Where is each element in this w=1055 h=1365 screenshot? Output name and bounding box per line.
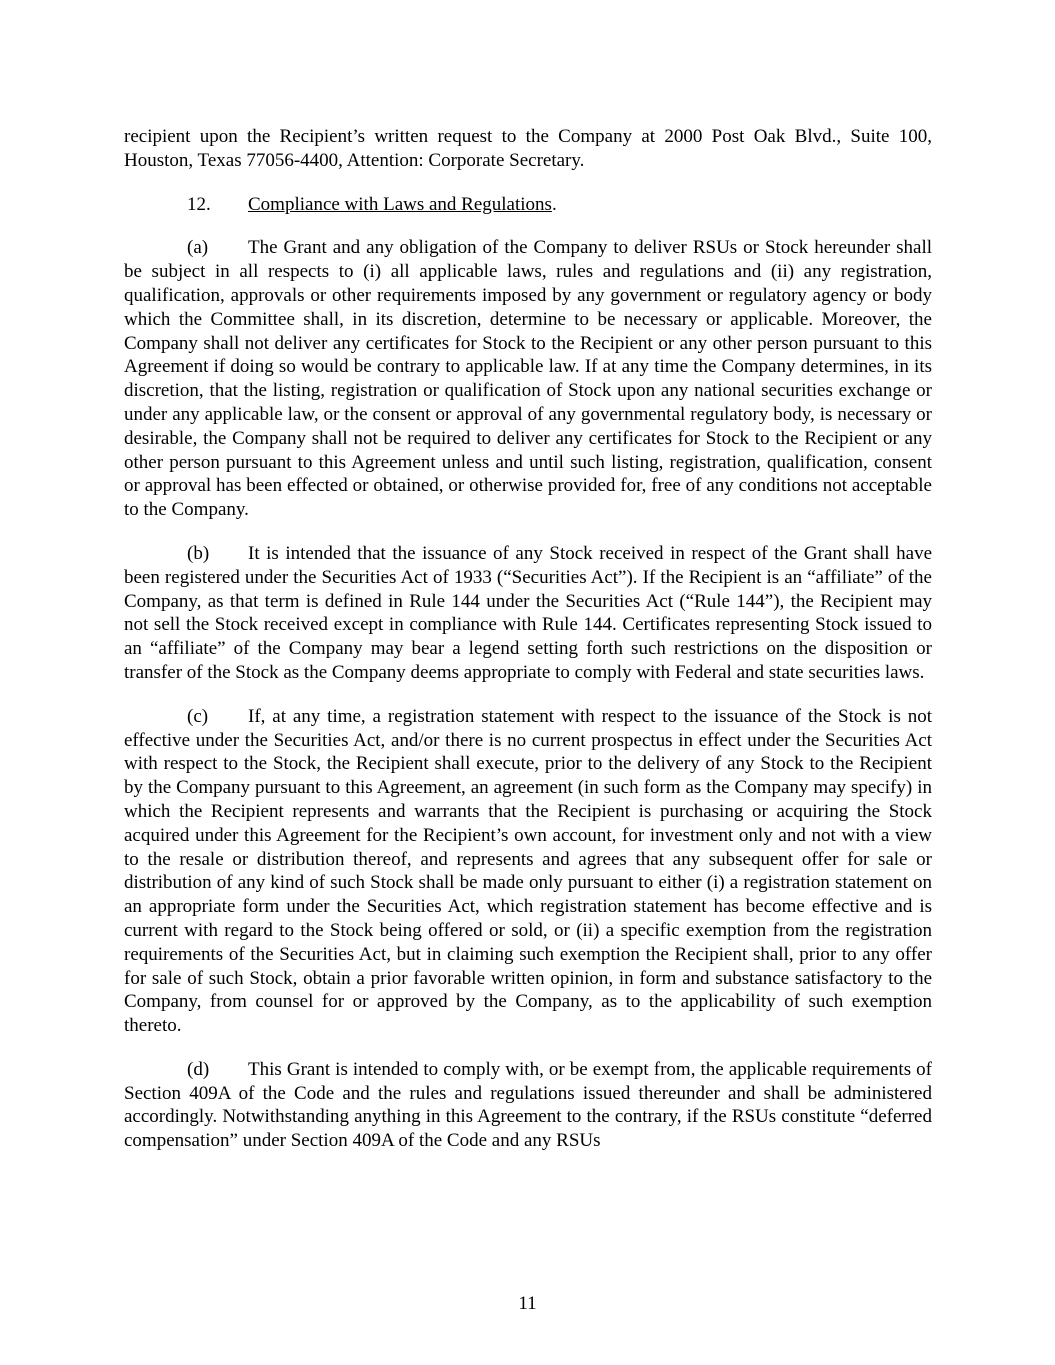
intro-paragraph: recipient upon the Recipient’s written request to the Company at 2000 Post Oak Blvd., Suite 100, Houston, Texas 77056-4400, Attention: Corporate Secretary. bbox=[124, 126, 932, 171]
paragraph-c-label: (c) bbox=[187, 705, 209, 727]
section-heading bbox=[124, 193, 932, 217]
paragraph-d-label: (d) bbox=[187, 1058, 210, 1080]
paragraph-d bbox=[124, 1058, 932, 1153]
paragraph-b-text: It is intended that the issuance of any Stock received in respect of the Grant shall have been registered under the Securities Act of 1933 (“Securities Act”). If the Recipient is an “affiliate” of the Company, as that term is defined in Rule 144 under the Securities Act (“Rule 144”), the Recipient may not sell the Stock received except in compliance with Rule 144. Certificates representing Stock issued to an “affiliate” of the Company may bear a legend setting forth such restrictions on the disposition or transfer of the Stock as the Company deems appropriate to comply with Federal and state securities laws. bbox=[124, 542, 932, 683]
paragraph-b-label: (b) bbox=[187, 542, 210, 564]
paragraph-d-text: This Grant is intended to comply with, or be exempt from, the applicable requirements of Section 409A of the Code and the rules and regulations issued thereunder and shall be administered accordingly. Notwithstanding anything in this Agreement to the contrary, if the RSUs constitute “deferred compensation” under Section 409A of the Code and any RSUs bbox=[124, 1058, 932, 1152]
paragraph-c-text: If, at any time, a registration statement with respect to the issuance of the Stock is not effective under the Securities Act, and/or there is no current prospectus in effect under the Securities Act with respect to the Stock, the Recipient shall execute, prior to the delivery of any Stock to the Recipient by the Company pursuant to this Agreement, an agreement (in such form as the Company may specify) in which the Recipient represents and warrants that the Recipient is purchasing or acquiring the Stock acquired under this Agreement for the Recipient’s own account, for investment only and not with a view to the resale or distribution thereof, and represents and agrees that any subsequent offer for sale or distribution of any kind of such Stock shall be made only pursuant to either (i) a registration statement on an appropriate form under the Securities Act, which registration statement has become effective and is current with regard to the Stock being offered or sold, or (ii) a specific exemption from the registration requirements of the Securities Act, but in claiming such exemption the Recipient shall, prior to any offer for sale of such Stock, obtain a prior favorable written opinion, in form and substance satisfactory to the Company, from counsel for or approved by the Company, as to the applicability of such exemption thereto. bbox=[124, 705, 932, 1037]
paragraph-c bbox=[124, 705, 932, 1038]
paragraph-a-label: (a) bbox=[187, 237, 209, 259]
section-number: 12. bbox=[187, 193, 211, 215]
paragraph-b bbox=[124, 542, 932, 685]
section-title: Compliance with Laws and Regulations bbox=[248, 193, 552, 215]
page-number: 11 bbox=[518, 1293, 537, 1314]
paragraph-a bbox=[124, 236, 932, 522]
section-title-suffix: . bbox=[551, 193, 557, 215]
paragraph-a-text: The Grant and any obligation of the Company to deliver RSUs or Stock hereunder shall be subject in all respects to (i) all applicable laws, rules and regulations and (ii) any registration, qualification, approvals or other requirements imposed by any government or regulatory agency or body which the Committee shall, in its discretion, determine to be necessary or applicable. Moreover, the Company shall not deliver any certificates for Stock to the Recipient or any other person pursuant to this Agreement if doing so would be contrary to applicable law. If at any time the Company determines, in its discretion, that the listing, registration or qualification of Stock upon any national securities exchange or under any applicable law, or the consent or approval of any governmental regulatory body, is necessary or desirable, the Company shall not be required to deliver any certificates for Stock to the Recipient or any other person pursuant to this Agreement unless and until such listing, registration, qualification, consent or approval has been effected or obtained, or otherwise provided for, free of any conditions not acceptable to the Company. bbox=[124, 237, 932, 521]
document-page bbox=[124, 125, 932, 1173]
